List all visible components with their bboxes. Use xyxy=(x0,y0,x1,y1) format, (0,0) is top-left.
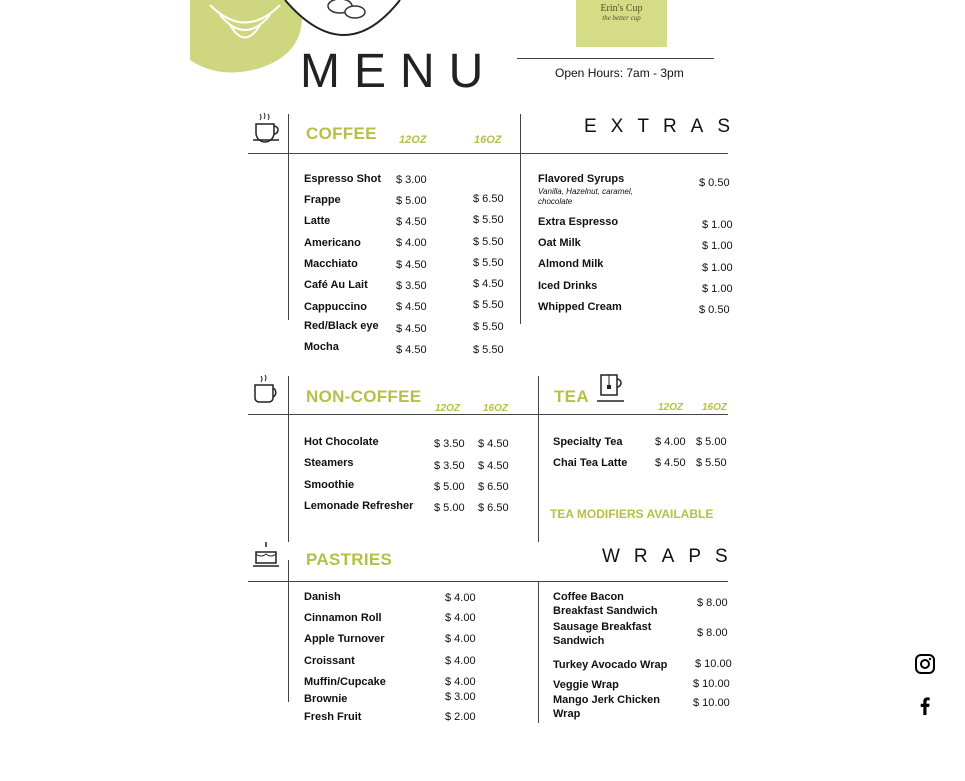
coffee-item-name: Café Au Lait xyxy=(304,279,368,291)
coffee-size-16oz: 16OZ xyxy=(474,134,502,146)
instagram-icon xyxy=(914,653,936,675)
wrap-price: $ 10.00 xyxy=(693,697,730,709)
noncoffee-size-16oz: 16OZ xyxy=(483,403,509,414)
tea-rule xyxy=(538,414,728,415)
noncoffee-price-16oz: $ 4.50 xyxy=(478,438,509,450)
tea-item-name: Chai Tea Latte xyxy=(553,457,628,469)
coffee-price-12oz: $ 4.50 xyxy=(396,323,427,335)
noncoffee-price-12oz: $ 5.00 xyxy=(434,502,465,514)
coffee-item-name: Macchiato xyxy=(304,258,358,270)
wrap-item-name: Veggie Wrap xyxy=(553,679,619,691)
pastry-price: $ 4.00 xyxy=(445,612,476,624)
coffee-price-12oz: $ 4.50 xyxy=(396,216,427,228)
noncoffee-item-name: Steamers xyxy=(304,457,354,469)
coffee-item-name: Espresso Shot xyxy=(304,173,382,185)
extras-item-note: Vanilla, Hazelnut, caramel, chocolate xyxy=(538,187,633,206)
tea-heading: TEA xyxy=(554,387,589,406)
coffee-price-16oz: $ 5.50 xyxy=(473,344,504,356)
coffee-rule xyxy=(248,153,520,154)
wrap-price: $ 8.00 xyxy=(697,627,728,639)
noncoffee-left-rule xyxy=(288,376,289,542)
noncoffee-tea-divider xyxy=(538,376,539,542)
wrap-price: $ 10.00 xyxy=(693,678,730,690)
tea-cup-icon xyxy=(596,373,626,405)
coffee-price-12oz: $ 5.00 xyxy=(396,195,427,207)
extras-item-name: Iced Drinks xyxy=(538,280,598,292)
tea-price-12oz: $ 4.00 xyxy=(655,436,686,448)
coffee-price-12oz: $ 3.50 xyxy=(396,280,427,292)
page-title: MENU xyxy=(300,45,498,98)
pastry-price: $ 2.00 xyxy=(445,711,476,723)
pastry-item-name: Danish xyxy=(304,591,341,603)
noncoffee-price-12oz: $ 3.50 xyxy=(434,460,465,472)
tea-modifiers-note: TEA MODIFIERS AVAILABLE xyxy=(550,507,714,521)
tea-size-16oz: 16OZ xyxy=(702,402,728,413)
tea-size-12oz: 12OZ xyxy=(658,402,684,413)
extras-item-name: Flavored Syrups xyxy=(538,173,625,185)
pastry-item-name: Apple Turnover xyxy=(304,633,385,645)
noncoffee-price-12oz: $ 3.50 xyxy=(434,438,465,450)
coffee-price-12oz: $ 4.00 xyxy=(396,237,427,249)
hot-mug-icon xyxy=(252,374,282,406)
pastries-heading: PASTRIES xyxy=(306,550,393,569)
extras-item-name: Oat Milk xyxy=(538,237,581,249)
extras-price: $ 0.50 xyxy=(699,304,730,316)
extras-heading: EXTRAS xyxy=(584,116,745,137)
facebook-icon xyxy=(914,694,936,716)
pastries-rule xyxy=(248,581,538,582)
pastry-price: $ 4.00 xyxy=(445,676,476,688)
extras-rule xyxy=(520,153,728,154)
coffee-size-12oz: 12OZ xyxy=(399,134,427,146)
open-hours: Open Hours: 7am - 3pm xyxy=(555,66,684,80)
noncoffee-item-name: Lemonade Refresher xyxy=(304,500,414,512)
coffee-item-name: Red/Black eye xyxy=(304,320,379,332)
noncoffee-rule xyxy=(248,414,538,415)
wraps-heading: WRAPS xyxy=(602,546,742,567)
coffee-price-16oz: $ 4.50 xyxy=(473,278,504,290)
logo-text: Erin's Cup xyxy=(600,3,643,14)
logo-tagline: the better cup xyxy=(602,14,641,22)
coffee-extras-divider xyxy=(520,114,521,324)
coffee-price-16oz: $ 5.50 xyxy=(473,236,504,248)
coffee-price-12oz: $ 4.50 xyxy=(396,301,427,313)
pastries-wraps-divider xyxy=(538,581,539,723)
coffee-item-name: Cappuccino xyxy=(304,301,367,313)
pastry-item-name: Brownie xyxy=(304,693,348,705)
extras-price: $ 1.00 xyxy=(702,219,733,231)
pastry-price: $ 4.00 xyxy=(445,592,476,604)
noncoffee-price-16oz: $ 6.50 xyxy=(478,502,509,514)
coffee-price-16oz: $ 5.50 xyxy=(473,321,504,333)
coffee-item-name: Latte xyxy=(304,215,331,227)
extras-price: $ 1.00 xyxy=(702,240,733,252)
wrap-item-name: Mango Jerk Chicken Wrap xyxy=(553,694,660,720)
wrap-price: $ 8.00 xyxy=(697,597,728,609)
extras-price: $ 1.00 xyxy=(702,262,733,274)
noncoffee-size-12oz: 12OZ xyxy=(435,403,461,414)
coffee-price-12oz: $ 4.50 xyxy=(396,259,427,271)
wrap-item-name: Coffee Bacon Breakfast Sandwich xyxy=(553,591,658,617)
noncoffee-heading: NON-COFFEE xyxy=(306,387,422,406)
noncoffee-price-16oz: $ 4.50 xyxy=(478,460,509,472)
wrap-item-name: Turkey Avocado Wrap xyxy=(553,659,668,671)
coffee-price-16oz: $ 6.50 xyxy=(473,193,504,205)
wrap-price: $ 10.00 xyxy=(695,658,732,670)
wraps-rule xyxy=(538,581,728,582)
noncoffee-item-name: Smoothie xyxy=(304,479,355,491)
facebook-link[interactable] xyxy=(914,694,936,716)
extras-item-name: Extra Espresso xyxy=(538,216,619,228)
noncoffee-price-16oz: $ 6.50 xyxy=(478,481,509,493)
header-divider xyxy=(517,58,714,59)
pastry-price: $ 4.00 xyxy=(445,633,476,645)
coffee-price-12oz: $ 3.00 xyxy=(396,174,427,186)
noncoffee-price-12oz: $ 5.00 xyxy=(434,481,465,493)
coffee-price-12oz: $ 4.50 xyxy=(396,344,427,356)
coffee-price-16oz: $ 5.50 xyxy=(473,257,504,269)
coffee-item-name: Mocha xyxy=(304,341,339,353)
tea-price-16oz: $ 5.00 xyxy=(696,436,727,448)
extras-item-name: Whipped Cream xyxy=(538,301,622,313)
tea-price-12oz: $ 4.50 xyxy=(655,457,686,469)
coffee-heading: COFFEE xyxy=(306,124,377,143)
pastry-item-name: Cinnamon Roll xyxy=(304,612,382,624)
coffee-price-16oz: $ 5.50 xyxy=(473,214,504,226)
cake-icon xyxy=(252,540,282,572)
pastry-price: $ 4.00 xyxy=(445,655,476,667)
extras-item-name: Almond Milk xyxy=(538,258,604,270)
coffee-item-name: Frappe xyxy=(304,194,341,206)
pastry-item-name: Fresh Fruit xyxy=(304,711,362,723)
coffee-cup-icon xyxy=(252,112,282,144)
wrap-item-name: Sausage Breakfast Sandwich xyxy=(553,621,652,647)
coffee-price-16oz: $ 5.50 xyxy=(473,299,504,311)
instagram-link[interactable] xyxy=(914,653,936,675)
coffee-item-name: Americano xyxy=(304,237,361,249)
pastry-item-name: Muffin/Cupcake xyxy=(304,676,386,688)
extras-price: $ 1.00 xyxy=(702,283,733,295)
tea-price-16oz: $ 5.50 xyxy=(696,457,727,469)
pastry-item-name: Croissant xyxy=(304,655,355,667)
tea-item-name: Specialty Tea xyxy=(553,436,623,448)
pastry-price: $ 3.00 xyxy=(445,691,476,703)
logo xyxy=(576,0,667,47)
noncoffee-item-name: Hot Chocolate xyxy=(304,436,379,448)
extras-price: $ 0.50 xyxy=(699,177,730,189)
coffee-left-rule xyxy=(288,114,289,320)
